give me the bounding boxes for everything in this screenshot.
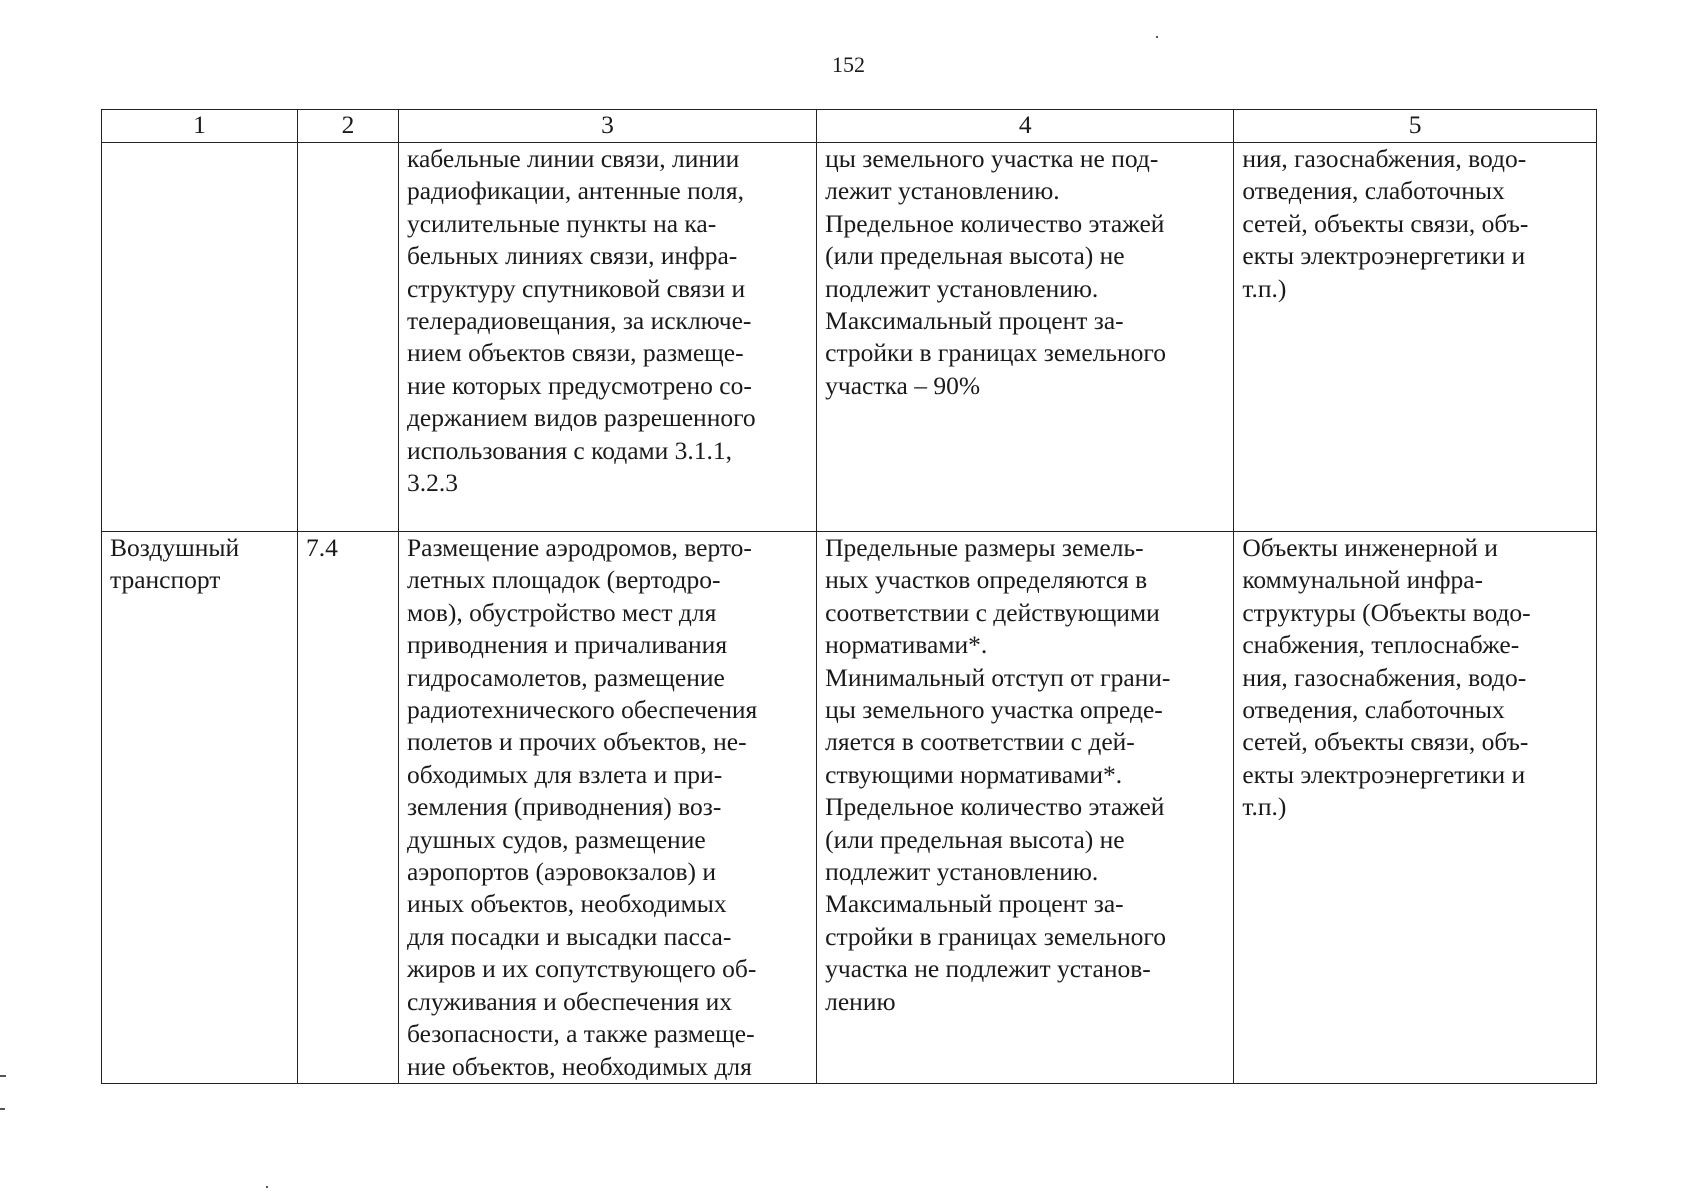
scan-mark-left [0, 1108, 5, 1110]
scan-mark-left [0, 1075, 6, 1077]
cell-auxiliary-uses: Объекты инженерной и коммунальной инфра- структуры (Объекты водо- снабжения, теплоснабже- ния, газоснабжения, водо- отведения, слаботочных сетей, объекты связи, объ- екты электроэнергетики и т.п.) [1234, 532, 1597, 1084]
cell-description: Размещение аэродромов, верто- летных площадок (вертодро- мов), обустройство мест для приводнения и причаливания гидросамолетов, размещение радиотехнического обеспечения полетов и прочих объектов, не- обходимых для взлета и при- земления (приводнения) воз- душных судов, размещение аэропортов (аэровокзалов) и иных объектов, необходимых для посадки и высадки пасса- жиров и их сопутствующего об- служивания и обеспечения их безопасности, а также размеще- ние объектов, необходимых для [398, 532, 816, 1084]
cell-code [297, 143, 398, 532]
table-header-row [102, 110, 1597, 143]
cell-parameters: цы земельного участка не под- лежит установлению. Предельное количество этажей (или предельная высота) не подлежит установлению. Максимальный процент за- стройки в границах земельного участка – 90% [817, 143, 1234, 532]
cell-use-type: Воздушный транспорт [102, 532, 298, 1084]
cell-description: кабельные линии связи, линии радиофикации, антенные поля, усилительные пункты на ка- бельных линиях связи, инфра- структуру спутниковой связи и телерадиовещания, за исключе- нием объектов связи, размеще- ние которых предусмотрено со- держанием видов разрешенного использования с кодами 3.1.1, 3.2.3 [398, 143, 816, 532]
column-header: 4 [817, 110, 1234, 143]
cell-auxiliary-uses: ния, газоснабжения, водо- отведения, слаботочных сетей, объекты связи, объ- екты электроэнергетики и т.п.) [1234, 143, 1597, 532]
table-row [102, 532, 1597, 1084]
column-header: 5 [1234, 110, 1597, 143]
column-header: 2 [297, 110, 398, 143]
column-header: 3 [398, 110, 816, 143]
cell-code: 7.4 [297, 532, 398, 1084]
page-number: 152 [832, 52, 865, 77]
cell-use-type [102, 143, 298, 532]
scan-mark-top [1156, 36, 1158, 38]
cell-parameters: Предельные размеры земель- ных участков определяются в соответствии с действующими нормативами*. Минимальный отступ от грани- цы земельного участка опреде- ляется в соответствии с дей- ствующими нормативами*. Предельное количество этажей (или предельная высота) не подлежит установлению. Максимальный процент за- стройки в границах земельного участка не подлежит установ- лению [817, 532, 1234, 1084]
scan-mark-bottom [266, 1186, 268, 1188]
table-row [102, 143, 1597, 532]
column-header: 1 [102, 110, 298, 143]
regulation-table [101, 109, 1597, 1084]
